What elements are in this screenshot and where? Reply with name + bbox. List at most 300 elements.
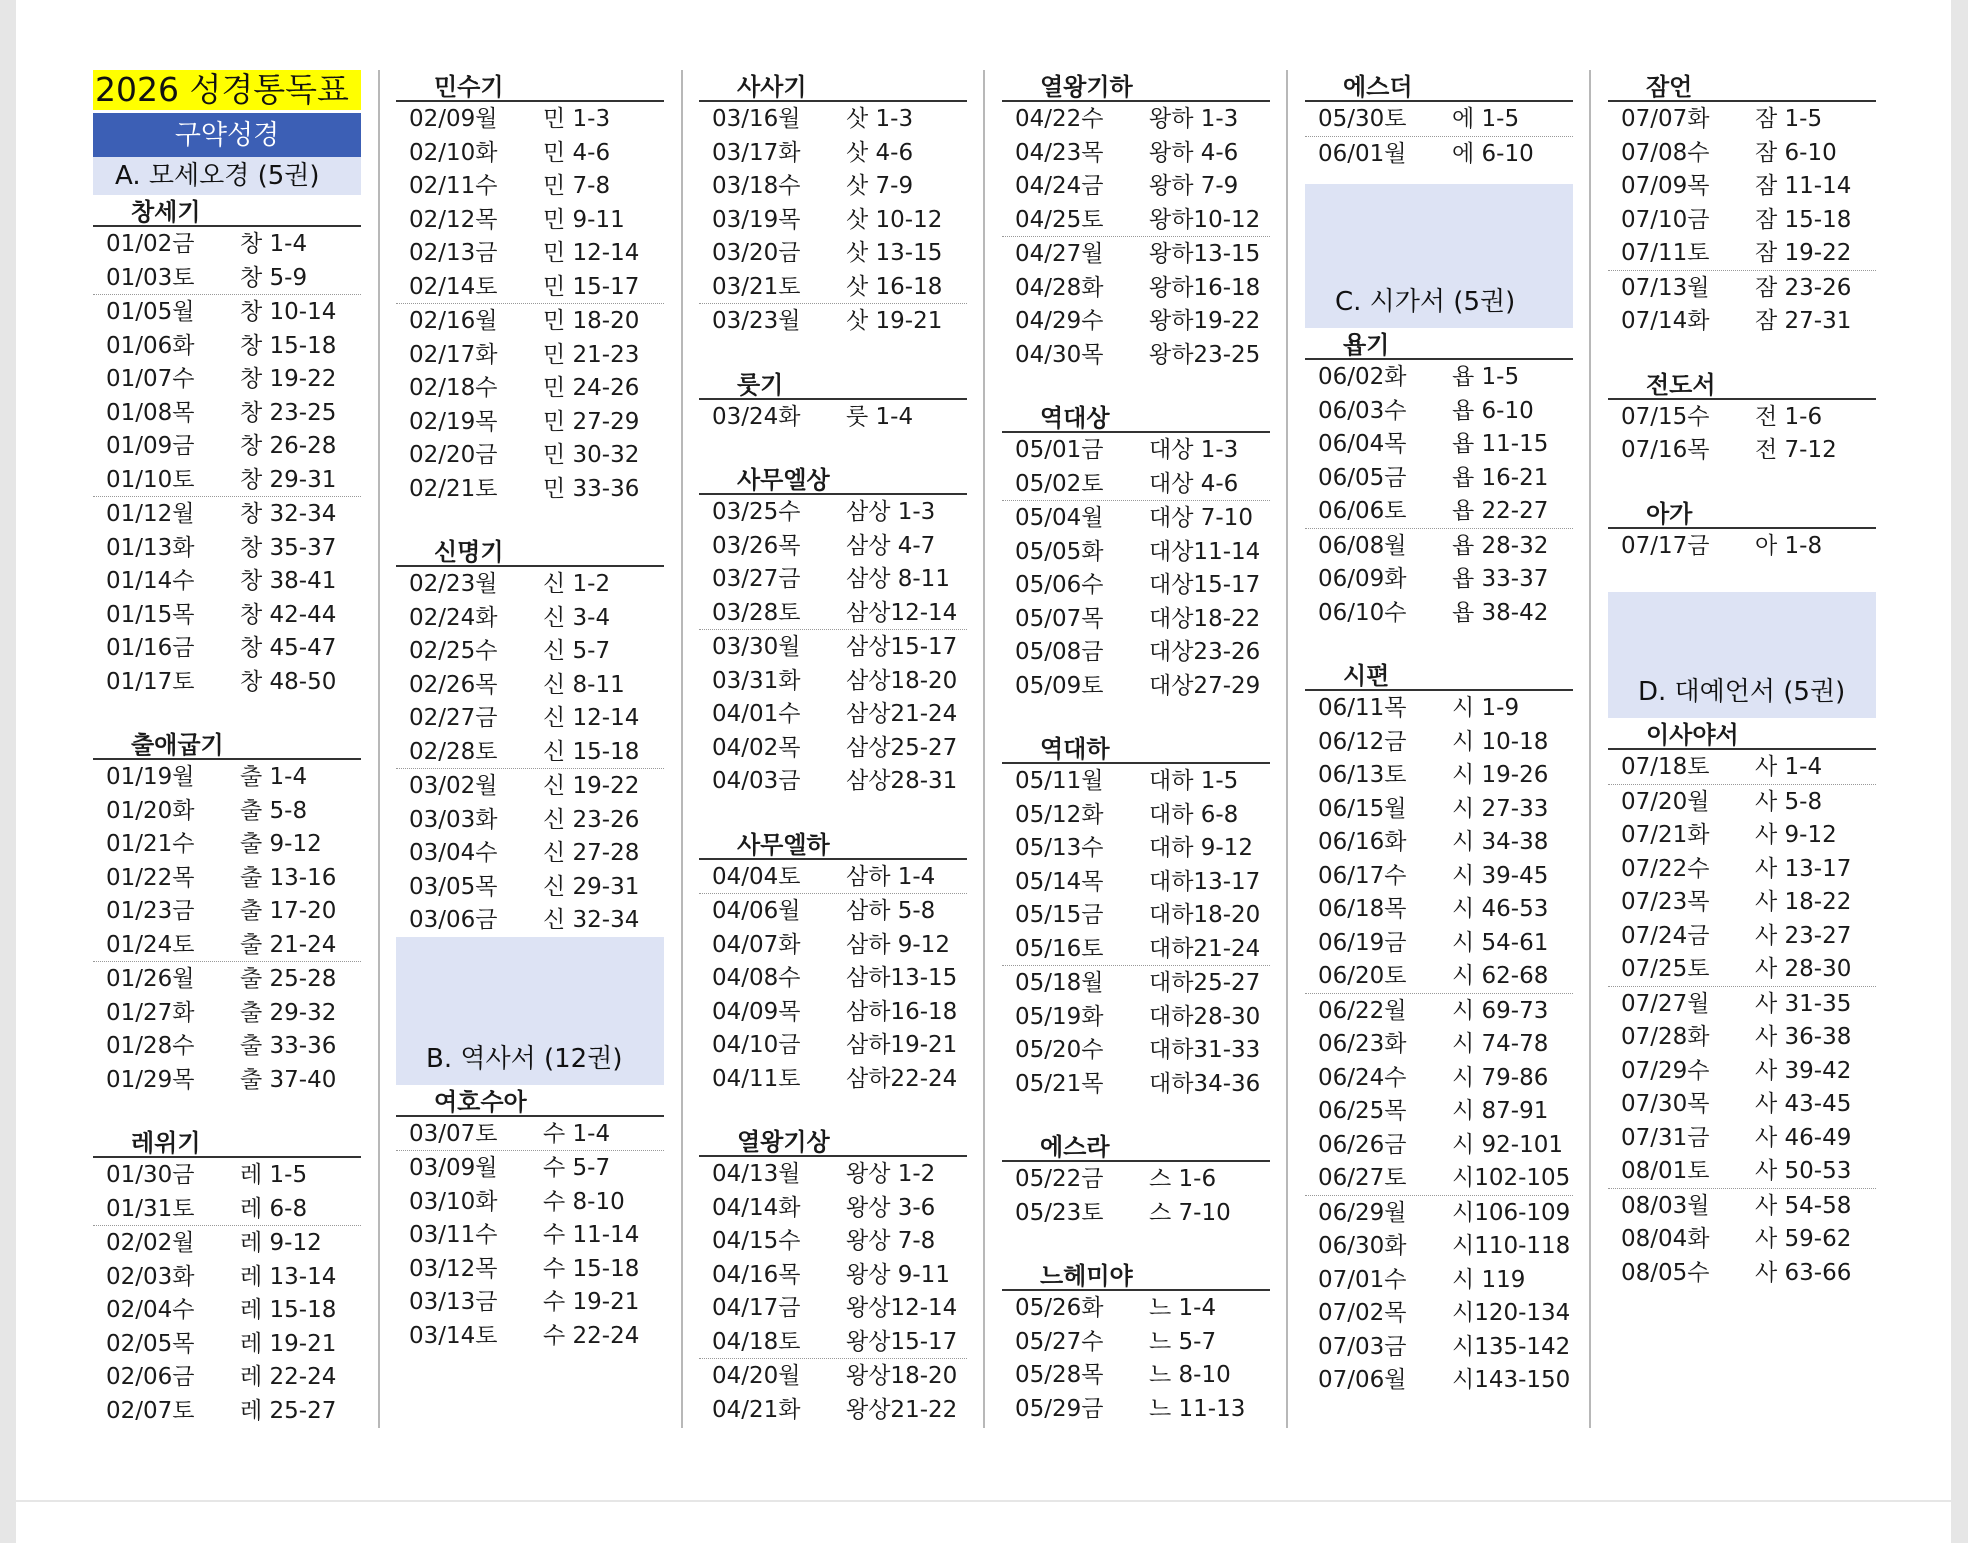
reading-passage: 잠 27-31: [1755, 308, 1852, 334]
reading-row: [1608, 1154, 1876, 1189]
reading-row: [699, 236, 967, 270]
reading-passage: 창 15-18: [240, 332, 337, 359]
reading-passage: 출 17-20: [240, 898, 337, 924]
reading-passage: 사 39-42: [1755, 1057, 1852, 1084]
reading-row: [93, 962, 361, 996]
reading-row: [699, 1062, 967, 1096]
reading-date: 02/27금: [409, 705, 498, 731]
reading-passage: 창 45-47: [240, 635, 337, 661]
column-6: [1608, 70, 1876, 1289]
reading-row: [1002, 1033, 1270, 1067]
reading-row: [1002, 1291, 1270, 1325]
reading-row: [1608, 1189, 1876, 1223]
reading-row: [1305, 1061, 1573, 1095]
reading-date: 07/21화: [1621, 822, 1710, 848]
reading-row: [93, 329, 361, 363]
reading-row: [1002, 203, 1270, 238]
reading-passage: 수 19-21: [543, 1289, 640, 1315]
reading-passage: 민 9-11: [543, 206, 625, 233]
reading-passage: 느 1-4: [1149, 1295, 1217, 1321]
reading-passage: 느 11-13: [1149, 1395, 1246, 1422]
reading-row: [396, 338, 664, 372]
reading-row: [1305, 859, 1573, 893]
reading-date: 01/28수: [106, 1033, 195, 1059]
reading-passage: 민 15-17: [543, 273, 640, 300]
reading-date: 07/30목: [1621, 1091, 1710, 1117]
reading-date: 07/11토: [1621, 240, 1710, 266]
reading-passage: 삼하 9-12: [846, 931, 950, 958]
reading-date: 01/15목: [106, 601, 195, 628]
reading-date: 07/10금: [1621, 206, 1710, 233]
reading-passage: 신 3-4: [543, 604, 611, 631]
reading-date: 05/13수: [1015, 835, 1104, 861]
book-title: 여호수아: [396, 1085, 664, 1117]
reading-date: 05/04월: [1015, 505, 1104, 531]
reading-row: [699, 169, 967, 203]
reading-date: 07/25토: [1621, 956, 1710, 982]
reading-passage: 대상 1-3: [1149, 437, 1239, 463]
reading-row: [396, 236, 664, 270]
reading-row: [1305, 461, 1573, 495]
reading-row: [1305, 137, 1573, 171]
reading-row: [1608, 169, 1876, 203]
reading-passage: 대하21-24: [1149, 935, 1261, 962]
reading-date: 02/13금: [409, 240, 498, 266]
reading-passage: 사 63-66: [1755, 1259, 1852, 1286]
reading-passage: 삿 1-3: [846, 106, 914, 132]
book-title: 신명기: [396, 535, 664, 567]
reading-row: [93, 1293, 361, 1327]
reading-passage: 사 46-49: [1755, 1124, 1852, 1151]
reading-row: [1305, 360, 1573, 394]
reading-date: 01/17토: [106, 668, 195, 695]
book-title: 이사야서: [1608, 718, 1876, 750]
reading-row: [396, 567, 664, 601]
reading-row: [93, 531, 361, 565]
reading-date: 05/12화: [1015, 801, 1104, 828]
reading-date: 02/03화: [106, 1263, 195, 1290]
reading-row: [1608, 304, 1876, 338]
reading-row: [1002, 602, 1270, 636]
reading-row: [93, 1192, 361, 1227]
reading-row: [1002, 467, 1270, 502]
column-3: [699, 70, 967, 1426]
reading-row: [699, 136, 967, 170]
reading-row: [396, 438, 664, 472]
reading-date: 05/20수: [1015, 1037, 1104, 1063]
reading-passage: 사 43-45: [1755, 1091, 1852, 1117]
reading-row: [699, 495, 967, 529]
reading-row: [93, 1158, 361, 1192]
reading-row: [1002, 669, 1270, 703]
reading-passage: 삼상28-31: [846, 768, 958, 794]
reading-passage: 왕상15-17: [846, 1328, 958, 1355]
reading-row: [1305, 1263, 1573, 1297]
reading-date: 03/23월: [712, 308, 801, 334]
reading-passage: 잠 11-14: [1755, 173, 1852, 199]
reading-date: 07/23목: [1621, 889, 1710, 915]
reading-passage: 대상 7-10: [1149, 505, 1253, 531]
reading-date: 07/02목: [1318, 1300, 1407, 1326]
reading-date: 05/19화: [1015, 1003, 1104, 1030]
reading-row: [1002, 798, 1270, 832]
reading-date: 07/18토: [1621, 754, 1710, 780]
reading-passage: 전 7-12: [1755, 437, 1837, 463]
reading-date: 04/09목: [712, 998, 801, 1025]
book-exodus: [93, 728, 361, 1096]
reading-date: 06/23화: [1318, 1031, 1407, 1057]
reading-passage: 왕상12-14: [846, 1295, 958, 1321]
reading-passage: 시102-105: [1452, 1165, 1571, 1191]
reading-date: 02/09월: [409, 106, 498, 132]
reading-row: [1002, 1162, 1270, 1196]
reading-passage: 시 27-33: [1452, 795, 1549, 822]
reading-passage: 전 1-6: [1755, 403, 1823, 430]
reading-passage: 잠 1-5: [1755, 106, 1823, 132]
reading-row: [699, 304, 967, 338]
reading-row: [396, 270, 664, 305]
reading-row: [1002, 1325, 1270, 1359]
reading-date: 07/24금: [1621, 922, 1710, 949]
reading-row: [699, 1359, 967, 1393]
reading-date: 08/03월: [1621, 1192, 1710, 1219]
reading-passage: 욥 33-37: [1452, 566, 1549, 592]
reading-passage: 대하25-27: [1149, 970, 1261, 996]
reading-date: 07/27월: [1621, 990, 1710, 1017]
reading-passage: 시 54-61: [1452, 929, 1549, 956]
reading-date: 04/04토: [712, 863, 801, 890]
reading-date: 02/02월: [106, 1230, 195, 1256]
reading-passage: 시 92-101: [1452, 1131, 1563, 1158]
reading-row: [1305, 691, 1573, 725]
reading-row: [1305, 1161, 1573, 1196]
column-divider: [1286, 70, 1288, 1428]
reading-date: 06/10수: [1318, 599, 1407, 626]
reading-date: 05/01금: [1015, 437, 1104, 463]
reading-date: 06/13토: [1318, 762, 1407, 788]
reading-row: [1608, 400, 1876, 434]
reading-date: 07/03금: [1318, 1333, 1407, 1360]
reading-row: [396, 1252, 664, 1286]
reading-passage: 신 15-18: [543, 738, 640, 765]
reading-date: 02/26목: [409, 671, 498, 698]
book-chronicles2: [1002, 732, 1270, 1100]
book-title: 전도서: [1608, 368, 1876, 400]
reading-row: [396, 769, 664, 803]
reading-date: 01/06화: [106, 332, 195, 359]
reading-row: [1608, 885, 1876, 919]
reading-passage: 시 1-9: [1452, 695, 1520, 721]
reading-date: 04/15수: [712, 1228, 801, 1254]
reading-date: 06/24수: [1318, 1064, 1407, 1091]
reading-row: [1002, 1067, 1270, 1101]
reading-date: 05/09토: [1015, 672, 1104, 699]
reading-row: [699, 102, 967, 136]
reading-passage: 욥 16-21: [1452, 464, 1549, 491]
reading-row: [93, 564, 361, 598]
reading-date: 01/24토: [106, 931, 195, 958]
reading-date: 04/14화: [712, 1194, 801, 1221]
reading-passage: 출 9-12: [240, 831, 322, 857]
book-title: 역대상: [1002, 401, 1270, 433]
reading-date: 04/17금: [712, 1295, 801, 1321]
reading-passage: 시 34-38: [1452, 829, 1549, 855]
column-divider: [983, 70, 985, 1428]
reading-date: 03/25수: [712, 499, 801, 525]
book-samuel1: [699, 463, 967, 798]
reading-date: 06/05금: [1318, 464, 1407, 491]
reading-passage: 창 5-9: [240, 264, 308, 291]
reading-row: [1608, 102, 1876, 136]
reading-row: [396, 1117, 664, 1152]
reading-passage: 창 48-50: [240, 668, 337, 695]
column-divider: [1589, 70, 1591, 1428]
reading-passage: 수 8-10: [543, 1188, 625, 1215]
book-title: 욥기: [1305, 328, 1573, 360]
reading-date: 03/31화: [712, 667, 801, 694]
reading-row: [699, 529, 967, 563]
reading-date: 06/30화: [1318, 1233, 1407, 1259]
reading-row: [1305, 1296, 1573, 1330]
reading-passage: 삼상15-17: [846, 634, 958, 660]
book-deuteronomy: [396, 535, 664, 937]
reading-row: [93, 261, 361, 296]
book-kings2: [1002, 70, 1270, 371]
reading-passage: 잠 6-10: [1755, 139, 1837, 166]
reading-row: [1305, 892, 1573, 926]
reading-date: 01/30금: [106, 1162, 195, 1188]
reading-passage: 출 25-28: [240, 966, 337, 992]
reading-passage: 레 1-5: [240, 1162, 308, 1188]
reading-passage: 삿 4-6: [846, 139, 914, 166]
reading-passage: 스 7-10: [1149, 1199, 1231, 1226]
reading-row: [396, 169, 664, 203]
reading-passage: 출 37-40: [240, 1066, 337, 1093]
reading-row: [1608, 785, 1876, 819]
reading-row: [1002, 271, 1270, 305]
reading-date: 07/09목: [1621, 173, 1710, 199]
reading-passage: 대상27-29: [1149, 672, 1261, 699]
reading-row: [699, 697, 967, 731]
reading-passage: 신 5-7: [543, 638, 611, 664]
reading-date: 06/19금: [1318, 929, 1407, 956]
reading-date: 05/22금: [1015, 1166, 1104, 1192]
book-nehemiah: [1002, 1259, 1270, 1425]
reading-row: [1608, 236, 1876, 271]
book-samuel2: [699, 828, 967, 1096]
reading-row: [1002, 535, 1270, 569]
reading-passage: 레 6-8: [240, 1195, 308, 1222]
reading-passage: 민 33-36: [543, 475, 640, 502]
reading-row: [699, 203, 967, 237]
reading-date: 03/17화: [712, 139, 801, 166]
reading-row: [396, 735, 664, 770]
reading-date: 06/20토: [1318, 963, 1407, 989]
reading-date: 06/18목: [1318, 896, 1407, 922]
reading-row: [1002, 102, 1270, 136]
reading-passage: 창 10-14: [240, 299, 337, 325]
reading-row: [1002, 1392, 1270, 1426]
reading-date: 02/04수: [106, 1297, 195, 1323]
reading-passage: 시 39-45: [1452, 862, 1549, 889]
reading-date: 06/16화: [1318, 829, 1407, 855]
reading-date: 07/31금: [1621, 1124, 1710, 1151]
reading-date: 05/21목: [1015, 1070, 1104, 1097]
reading-date: 04/11토: [712, 1065, 801, 1092]
reading-date: 04/24금: [1015, 173, 1104, 199]
reading-date: 03/05목: [409, 873, 498, 900]
reading-row: [1002, 764, 1270, 798]
reading-passage: 사 36-38: [1755, 1024, 1852, 1050]
reading-passage: 대하 9-12: [1149, 835, 1253, 861]
reading-passage: 대상11-14: [1149, 538, 1261, 565]
reading-passage: 시 19-26: [1452, 762, 1549, 788]
book-title: 역대하: [1002, 732, 1270, 764]
reading-date: 03/27금: [712, 566, 801, 592]
reading-date: 04/06월: [712, 898, 801, 924]
reading-date: 02/17화: [409, 341, 498, 368]
reading-passage: 창 38-41: [240, 568, 337, 594]
reading-date: 03/06금: [409, 907, 498, 933]
reading-passage: 시120-134: [1452, 1300, 1571, 1326]
reading-passage: 출 33-36: [240, 1033, 337, 1059]
reading-row: [699, 764, 967, 798]
reading-passage: 룻 1-4: [846, 403, 914, 430]
reading-date: 03/28토: [712, 599, 801, 626]
reading-row: [699, 664, 967, 698]
reading-date: 06/25목: [1318, 1098, 1407, 1124]
reading-row: [1305, 825, 1573, 859]
book-title: 열왕기하: [1002, 70, 1270, 102]
reading-row: [1608, 271, 1876, 305]
reading-row: [1002, 237, 1270, 271]
reading-passage: 수 22-24: [543, 1322, 640, 1349]
reading-passage: 왕상 3-6: [846, 1194, 936, 1221]
reading-date: 04/20월: [712, 1363, 801, 1389]
reading-date: 02/19목: [409, 408, 498, 435]
reading-row: [1002, 169, 1270, 203]
reading-passage: 수 5-7: [543, 1155, 611, 1181]
reading-row: [1305, 1196, 1573, 1230]
book-numbers: [396, 70, 664, 505]
reading-passage: 왕하23-25: [1149, 341, 1261, 368]
reading-row: [93, 1360, 361, 1394]
section-a-label: A. 모세오경 (5권): [93, 157, 361, 195]
reading-row: [93, 295, 361, 329]
reading-date: 05/11월: [1015, 768, 1104, 794]
reading-passage: 사 23-27: [1755, 922, 1852, 949]
reading-date: 01/14수: [106, 568, 195, 594]
book-title: 느헤미야: [1002, 1259, 1270, 1291]
reading-date: 01/09금: [106, 433, 195, 459]
reading-date: 08/01토: [1621, 1158, 1710, 1184]
reading-row: [1608, 750, 1876, 785]
book-title: 룻기: [699, 368, 967, 400]
reading-date: 07/14화: [1621, 308, 1710, 334]
reading-date: 03/07토: [409, 1120, 498, 1147]
reading-passage: 삼상 1-3: [846, 499, 936, 525]
reading-date: 05/05화: [1015, 538, 1104, 565]
reading-passage: 민 27-29: [543, 408, 640, 435]
reading-row: [1305, 102, 1573, 137]
book-title: 열왕기상: [699, 1125, 967, 1157]
reading-row: [1002, 635, 1270, 669]
reading-passage: 왕하 1-3: [1149, 106, 1239, 132]
reading-date: 01/31토: [106, 1195, 195, 1222]
reading-date: 03/18수: [712, 173, 801, 199]
reading-passage: 왕하10-12: [1149, 206, 1261, 233]
reading-row: [396, 701, 664, 735]
reading-passage: 신 23-26: [543, 806, 640, 833]
reading-row: [699, 995, 967, 1029]
reading-row: [396, 472, 664, 506]
reading-passage: 욥 28-32: [1452, 532, 1549, 559]
reading-row: [1002, 338, 1270, 372]
reading-date: 05/16토: [1015, 935, 1104, 962]
reading-date: 02/12목: [409, 206, 498, 233]
reading-date: 04/22수: [1015, 106, 1104, 132]
reading-date: 04/07화: [712, 931, 801, 958]
reading-passage: 사 18-22: [1755, 889, 1852, 915]
reading-date: 06/08월: [1318, 532, 1407, 559]
reading-passage: 삿 13-15: [846, 240, 943, 266]
reading-row: [396, 102, 664, 136]
reading-date: 06/04목: [1318, 431, 1407, 457]
reading-passage: 왕하16-18: [1149, 274, 1261, 301]
reading-passage: 창 26-28: [240, 433, 337, 459]
book-title: 에스더: [1305, 70, 1573, 102]
reading-date: 06/12금: [1318, 728, 1407, 755]
reading-passage: 아 1-8: [1755, 532, 1823, 559]
reading-date: 01/10토: [106, 466, 195, 493]
reading-row: [93, 861, 361, 895]
reading-row: [699, 562, 967, 596]
reading-passage: 욥 6-10: [1452, 397, 1534, 424]
reading-passage: 왕상 7-8: [846, 1228, 936, 1254]
column-2: [396, 70, 664, 1352]
reading-row: [699, 731, 967, 765]
reading-passage: 삼하 5-8: [846, 898, 936, 924]
reading-passage: 왕상 9-11: [846, 1261, 950, 1288]
reading-row: [699, 928, 967, 962]
reading-row: [699, 961, 967, 995]
reading-passage: 왕상21-22: [846, 1396, 958, 1423]
reading-date: 02/06금: [106, 1364, 195, 1390]
reading-passage: 시135-142: [1452, 1333, 1571, 1360]
reading-row: [396, 668, 664, 702]
book-ruth: [699, 368, 967, 434]
reading-date: 07/01수: [1318, 1266, 1407, 1293]
reading-date: 01/13화: [106, 534, 195, 561]
reading-passage: 시 79-86: [1452, 1064, 1549, 1091]
reading-passage: 신 8-11: [543, 671, 625, 698]
reading-passage: 민 7-8: [543, 173, 611, 199]
reading-row: [1002, 898, 1270, 932]
reading-row: [699, 1291, 967, 1325]
reading-row: [1002, 501, 1270, 535]
reading-date: 02/21토: [409, 475, 498, 502]
reading-passage: 신 19-22: [543, 773, 640, 799]
reading-row: [1305, 1094, 1573, 1128]
reading-date: 02/20금: [409, 442, 498, 468]
reading-passage: 사 31-35: [1755, 990, 1852, 1017]
book-esther: [1305, 70, 1573, 170]
reading-date: 05/18월: [1015, 970, 1104, 996]
reading-row: [1305, 926, 1573, 960]
reading-row: [396, 371, 664, 405]
reading-row: [396, 203, 664, 237]
reading-date: 01/23금: [106, 898, 195, 924]
